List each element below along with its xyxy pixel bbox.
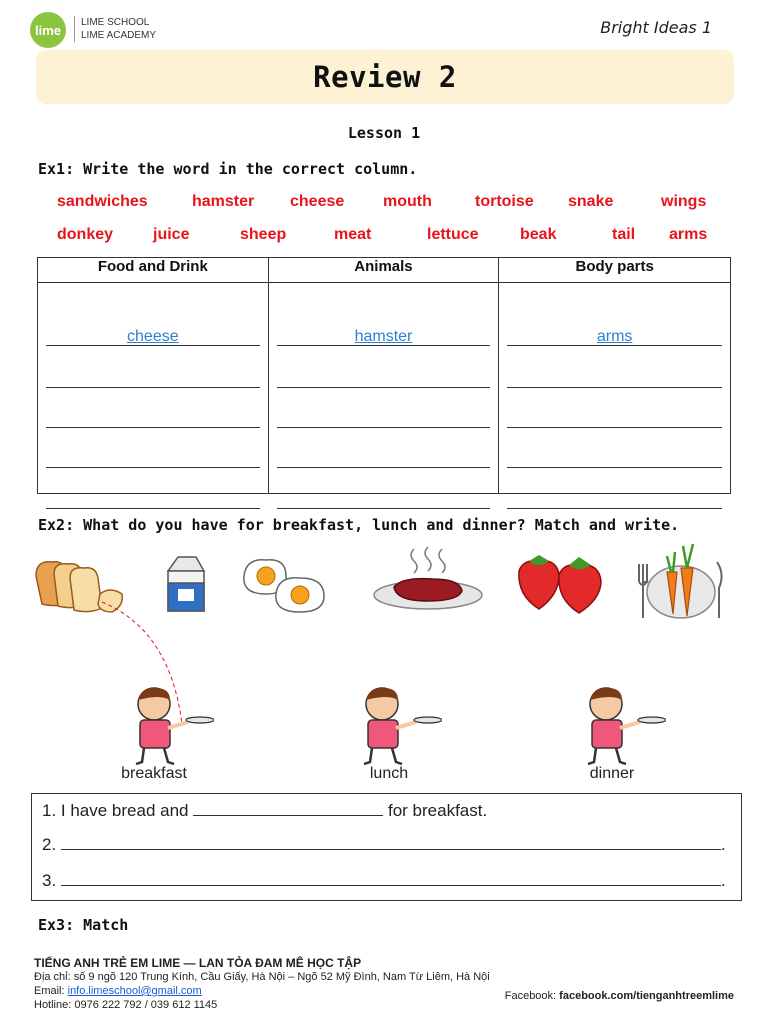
write-line[interactable] <box>46 345 260 346</box>
meal-label-lunch: lunch <box>369 765 409 782</box>
write-line[interactable] <box>277 387 491 388</box>
dinner-boy-picture[interactable] <box>574 686 666 768</box>
footer <box>34 956 734 1012</box>
write-line[interactable] <box>46 467 260 468</box>
word-bank-item: beak <box>520 226 557 243</box>
word-bank-item: juice <box>153 226 190 243</box>
write-line[interactable] <box>507 387 722 388</box>
word-bank-item: cheese <box>290 193 345 210</box>
steak-plate-icon <box>374 547 482 609</box>
sentence-2-number: 2. <box>42 835 57 854</box>
write-line[interactable] <box>277 467 491 468</box>
lesson-heading: Lesson 1 <box>347 124 421 142</box>
sentence-2 <box>42 834 726 855</box>
sentence-box <box>31 793 742 901</box>
meat-picture[interactable] <box>372 545 484 613</box>
answer-food: cheese <box>127 328 179 345</box>
lunch-boy-picture[interactable] <box>350 686 442 768</box>
ex2-title: Ex2: What do you have for breakfast, lunch and dinner? Match and write. <box>38 516 680 534</box>
eggs-picture[interactable] <box>240 554 328 616</box>
carrots-plate-icon <box>639 544 722 618</box>
sentence-1 <box>42 800 487 821</box>
boy-with-plate-icon <box>364 688 442 764</box>
title-banner <box>36 50 734 104</box>
write-line[interactable] <box>46 427 260 428</box>
body-parts-column <box>499 283 731 494</box>
column-header-food: Food and Drink <box>38 258 269 283</box>
strawberries-picture[interactable] <box>515 553 605 615</box>
strawberries-icon <box>519 555 601 613</box>
word-bank-item: donkey <box>57 226 114 243</box>
food-column <box>38 283 269 494</box>
footer-facebook-label: Facebook: <box>504 990 557 1002</box>
breakfast-boy-picture[interactable] <box>122 686 214 768</box>
footer-facebook <box>505 990 734 1002</box>
word-bank-item: sandwiches <box>57 193 148 210</box>
ex3-title: Ex3: Match <box>38 916 129 934</box>
school-line-2: LIME ACADEMY <box>81 30 157 41</box>
lime-logo: lime <box>30 12 66 48</box>
word-bank-item: snake <box>568 193 614 210</box>
write-line[interactable] <box>507 467 722 468</box>
sentence-1-end: for breakfast. <box>387 801 488 820</box>
write-line[interactable] <box>507 427 722 428</box>
sentence-3 <box>42 870 726 891</box>
footer-facebook-link[interactable]: facebook.com/tienganhtreemlime <box>559 990 734 1002</box>
fried-eggs-icon <box>244 560 324 612</box>
word-bank-item: tortoise <box>475 193 534 210</box>
footer-email-link[interactable]: info.limeschool@gmail.com <box>67 985 202 997</box>
school-name <box>74 16 156 42</box>
sentence-3-period: . <box>720 871 726 890</box>
footer-hotline: Hotline: 0976 222 792 / 039 612 1145 <box>34 999 218 1011</box>
ex1-title: Ex1: Write the word in the correct column. <box>38 160 418 178</box>
boy-with-plate-icon <box>588 688 666 764</box>
write-line[interactable] <box>277 345 491 346</box>
write-line[interactable] <box>277 508 491 509</box>
boy-with-plate-icon <box>136 688 214 764</box>
sorting-table <box>37 257 731 494</box>
header <box>30 12 730 48</box>
sentence-2-period: . <box>720 835 726 854</box>
footer-address: Địa chỉ: số 9 ngõ 120 Trung Kính, Cầu Giấy, Hà Nội – Ngõ 52 Mỹ Đình, Nam Từ Liêm, Hà Nội <box>34 971 490 983</box>
answer-body-parts: arms <box>596 328 633 345</box>
column-header-animals: Animals <box>268 258 499 283</box>
sentence-1-blank[interactable] <box>193 800 383 816</box>
meal-label-dinner: dinner <box>589 765 635 782</box>
meal-label-breakfast: breakfast <box>121 765 187 782</box>
word-bank-item: arms <box>669 226 708 243</box>
sentence-1-start: 1. I have bread and <box>42 801 189 820</box>
footer-email-label: Email: <box>34 985 65 997</box>
sentence-3-blank[interactable] <box>61 870 721 886</box>
word-bank-item: mouth <box>383 193 432 210</box>
footer-title: TIẾNG ANH TRẺ EM LIME — LAN TỎA ĐAM MÊ HỌC TẬP <box>34 956 362 970</box>
write-line[interactable] <box>277 427 491 428</box>
animals-column <box>268 283 499 494</box>
word-bank-item: meat <box>334 226 372 243</box>
write-line[interactable] <box>46 508 260 509</box>
word-bank-item: lettuce <box>427 226 479 243</box>
page-title: Review 2 <box>313 60 457 94</box>
write-line[interactable] <box>507 508 722 509</box>
write-line[interactable] <box>507 345 722 346</box>
column-header-body-parts: Body parts <box>499 258 731 283</box>
school-line-1: LIME SCHOOL <box>81 17 150 28</box>
write-line[interactable] <box>46 387 260 388</box>
sentence-3-number: 3. <box>42 871 57 890</box>
book-title: Bright Ideas 1 <box>600 18 712 37</box>
sentence-2-blank[interactable] <box>61 834 721 850</box>
word-bank-item: sheep <box>240 226 287 243</box>
word-bank-item: hamster <box>192 193 255 210</box>
word-bank-item: wings <box>661 193 707 210</box>
word-bank-item: tail <box>612 226 636 243</box>
carrots-picture[interactable] <box>637 538 727 620</box>
answer-animals: hamster <box>354 328 413 345</box>
